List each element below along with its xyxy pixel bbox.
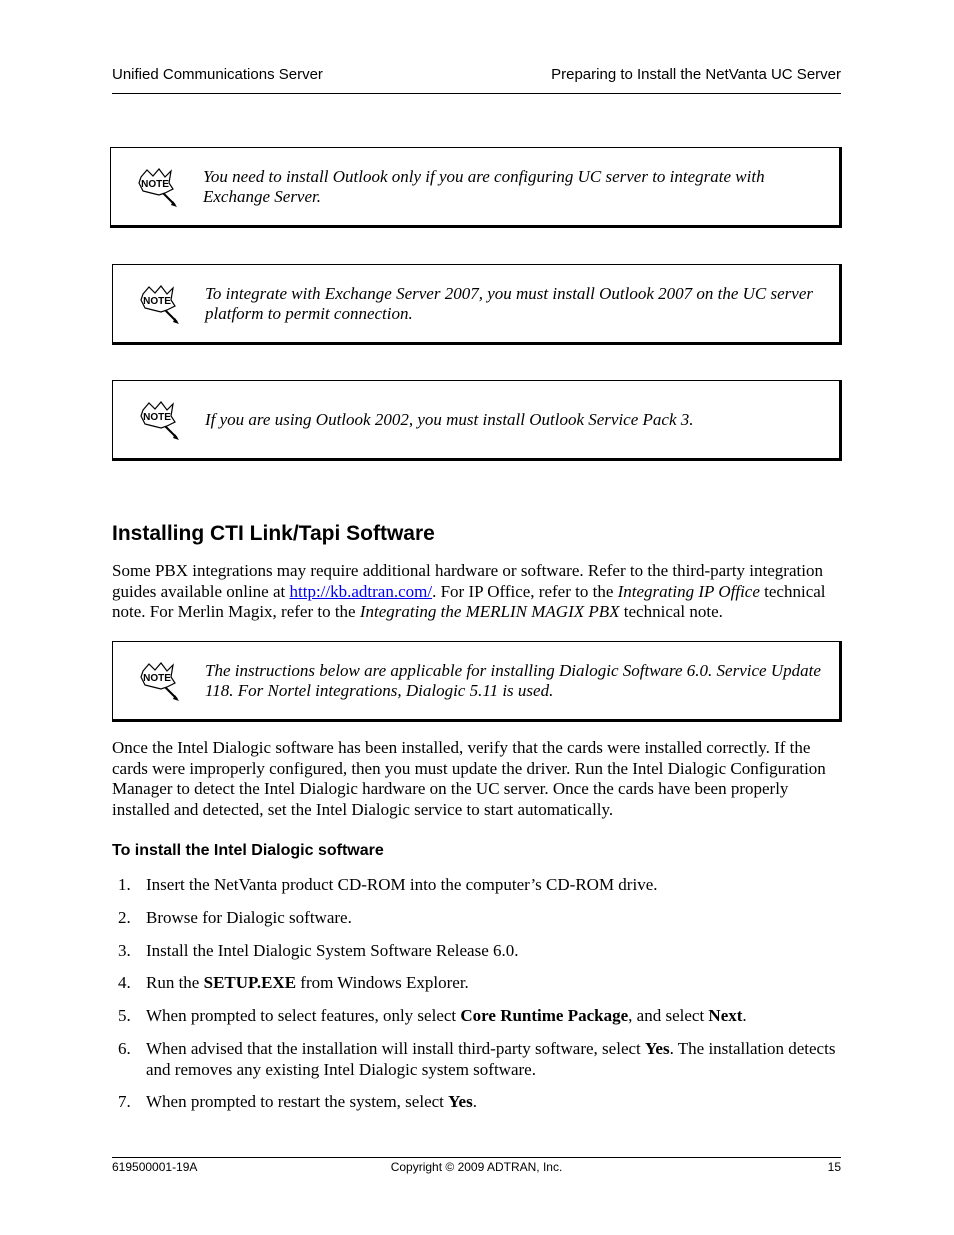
- footer-page-number: 15: [827, 1160, 841, 1174]
- list-item: 6. When advised that the installation will install third-party software, select Yes. The installation detects and removes any existing Intel Dialogic system software.: [118, 1039, 836, 1079]
- list-item: 1. Insert the NetVanta product CD-ROM into the computer’s CD-ROM drive.: [118, 875, 658, 894]
- note-box-dialogic-version: [112, 641, 842, 722]
- intro-paragraph: Some PBX integrations may require additional hardware or software. Refer to the third-party integration guides available online at http://kb.adtran.com/. For IP Office, refer to the Integrating IP Office technical note. For Merlin Magix, refer to the Integrating the MERLIN MAGIX PBX technical note.: [112, 561, 826, 621]
- note-pencil-icon: [137, 282, 181, 326]
- note-pencil-icon: [137, 398, 181, 442]
- note-pencil-icon: [137, 659, 181, 703]
- list-item: 3. Install the Intel Dialogic System Software Release 6.0.: [118, 941, 519, 960]
- note-text: The instructions below are applicable for installing Dialogic Software 6.0. Service Update 118. For Nortel integrations, Dialogic 5.11 is used.: [205, 660, 821, 700]
- note-text: If you are using Outlook 2002, you must install Outlook Service Pack 3.: [205, 409, 694, 429]
- footer-copyright: Copyright © 2009 ADTRAN, Inc.: [390, 1160, 563, 1174]
- header-chapter-title: Preparing to Install the NetVanta UC Server: [551, 66, 841, 83]
- list-item: 7. When prompted to restart the system, select Yes.: [118, 1092, 477, 1111]
- note-text: To integrate with Exchange Server 2007, you must install Outlook 2007 on the UC server platform to permit connection.: [205, 283, 813, 323]
- note-box-exchange-2007: [112, 264, 842, 345]
- procedure-title: To install the Intel Dialogic software: [112, 842, 384, 859]
- footer-doc-number: 619500001-19A: [112, 1160, 198, 1174]
- note-box-outlook: [110, 147, 842, 228]
- header-doc-title: Unified Communications Server: [112, 66, 323, 83]
- note-pencil-icon: [135, 165, 179, 209]
- list-item: 5. When prompted to select features, only select Core Runtime Package, and select Next.: [118, 1006, 747, 1025]
- page-header: [112, 64, 841, 94]
- kb-adtran-link[interactable]: http://kb.adtran.com/: [289, 581, 433, 601]
- list-item: 2. Browse for Dialogic software.: [118, 908, 352, 927]
- note-text: You need to install Outlook only if you are configuring UC server to integrate with Exchange Server.: [203, 166, 765, 206]
- dialogic-verify-paragraph: Once the Intel Dialogic software has been installed, verify that the cards were installed correctly. If the cards were improperly configured, then you must update the driver. Run the Intel Dialogic Configuration Manager to detect the Intel Dialogic hardware on the UC server. Once the cards have been properly installed and detected, set the Intel Dialogic service to start automatically.: [112, 738, 826, 819]
- page-footer: [112, 1157, 841, 1174]
- list-item: 4. Run the SETUP.EXE from Windows Explorer.: [118, 973, 469, 992]
- section-title: Installing CTI Link/Tapi Software: [112, 522, 435, 545]
- note-box-outlook-2002: [112, 380, 842, 461]
